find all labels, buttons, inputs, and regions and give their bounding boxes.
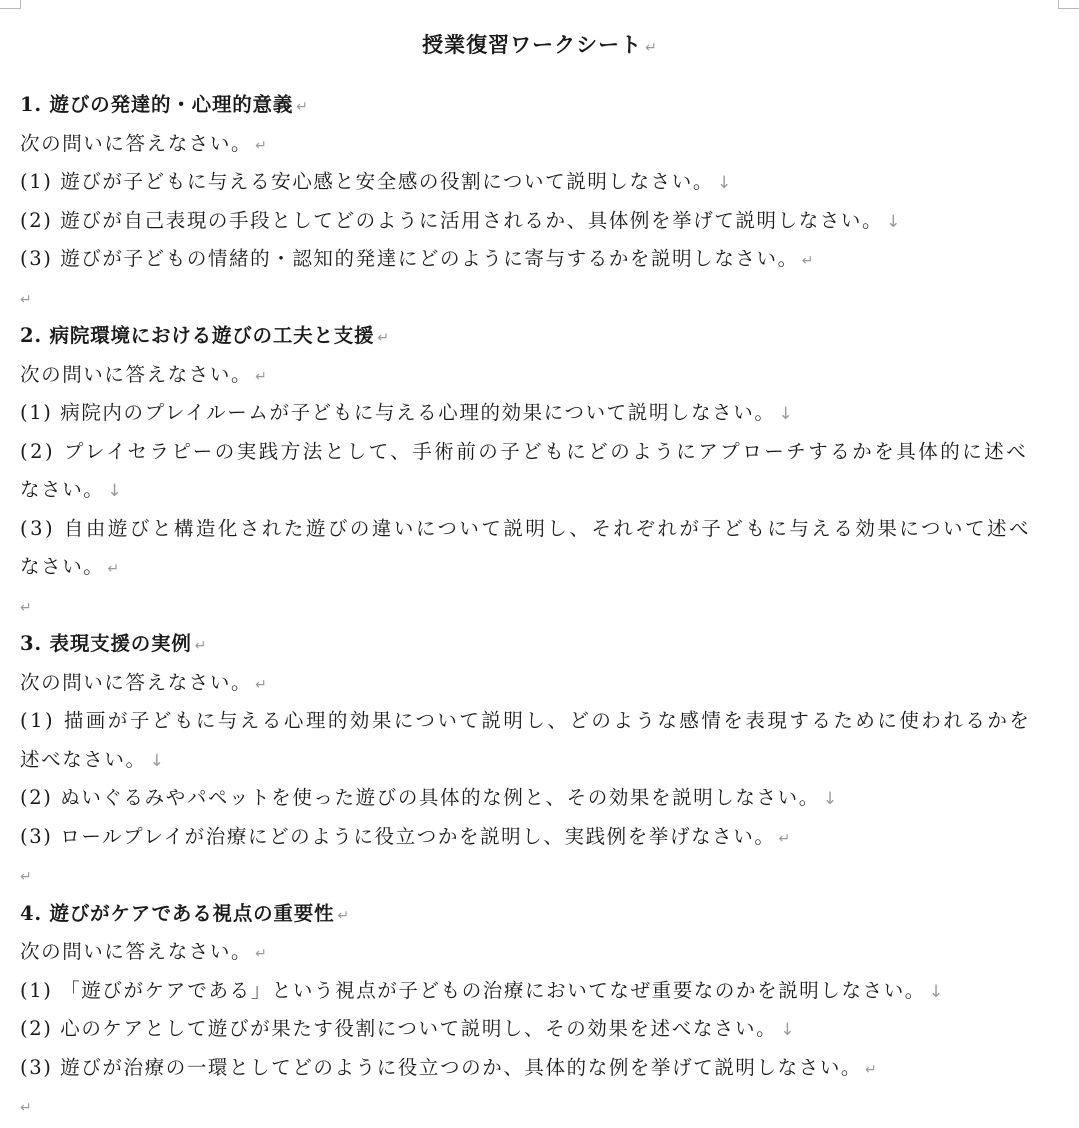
paragraph-mark-icon: ↵: [20, 869, 32, 885]
question-line-continuation[interactable]: なさい。 ↵: [20, 555, 120, 578]
document-body: [20, 86, 1060, 1126]
section-heading[interactable]: 3. 表現支援の実例 ↵: [20, 632, 207, 655]
line-break-mark-icon: ↓: [780, 1020, 795, 1040]
question-line[interactable]: (2) ぬいぐるみやパペットを使った遊びの具体的な例と、その効果を説明しなさい。 ↓: [20, 786, 838, 809]
line-break-mark-icon: ↓: [716, 173, 732, 193]
section-heading[interactable]: 4. 遊びがケアである視点の重要性 ↵: [20, 901, 350, 925]
paragraph-mark-icon: ↵: [801, 253, 814, 269]
empty-paragraph[interactable]: [20, 279, 1060, 318]
question-line-continuation[interactable]: なさい。 ↓: [20, 478, 122, 501]
line-break-mark-icon: ↓: [886, 211, 901, 232]
empty-paragraph[interactable]: [20, 1087, 1060, 1126]
question-line[interactable]: (1) 病院内のプレイルームが子どもに与える心理的効果について説明しなさい。 ↓: [20, 401, 793, 424]
question-line[interactable]: (2) 心のケアとして遊びが果たす役割について説明し、その効果を述べなさい。 ↓: [20, 1017, 795, 1040]
line-break-mark-icon: ↓: [149, 750, 164, 771]
section-heading[interactable]: 1. 遊びの発達的・心理的意義 ↵: [20, 93, 308, 116]
question-line[interactable]: (3) 遊びが治療の一環としてどのように役立つのか、具体的な例を挙げて説明しなさい。 ↵: [20, 1055, 877, 1079]
question-line[interactable]: (1) 「遊びがケアである」という視点が子どもの治療においてなぜ重要なのかを説明しなさい。 ↓: [20, 978, 944, 1002]
question-line[interactable]: (2) 遊びが自己表現の手段としてどのように活用されるか、具体例を挙げて説明しなさい。 ↓: [20, 208, 901, 232]
page-corner-mark-right: [1058, 0, 1079, 9]
paragraph-mark-icon: ↵: [337, 907, 350, 924]
empty-paragraph[interactable]: [20, 587, 1060, 626]
instruction-line[interactable]: 次の問いに答えなさい。 ↵: [20, 131, 267, 155]
page-corner-mark-left: [0, 0, 21, 9]
instruction-line[interactable]: 次の問いに答えなさい。 ↵: [20, 670, 267, 694]
paragraph-mark-icon: ↵: [255, 946, 267, 962]
question-line[interactable]: (1) 描画が子どもに与える心理的効果について説明し、どのような感情を表現するために使われるかを: [20, 709, 1032, 732]
question-line[interactable]: (3) ロールプレイが治療にどのように役立つかを説明し、実践例を挙げなさい。 ↵: [20, 824, 791, 848]
question-line-continuation[interactable]: 述べなさい。 ↓: [20, 747, 164, 771]
instruction-line[interactable]: 次の問いに答えなさい。 ↵: [20, 362, 267, 386]
paragraph-mark-icon: ↵: [20, 291, 32, 308]
paragraph-mark-icon: ↵: [865, 1061, 877, 1078]
paragraph-mark-icon: ↵: [296, 99, 308, 115]
line-break-mark-icon: ↓: [822, 789, 838, 809]
question-line[interactable]: (2) プレイセラピーの実践方法として、手術前の子どもにどのようにアプローチするかを具体的に述べ: [20, 439, 1029, 463]
line-break-mark-icon: ↓: [928, 981, 944, 1002]
paragraph-mark-icon: ↵: [255, 137, 267, 154]
line-break-mark-icon: ↓: [107, 481, 122, 501]
document-title[interactable]: 授業復習ワークシート ↵: [422, 32, 657, 57]
paragraph-mark-icon: ↵: [194, 638, 207, 654]
paragraph-mark-icon: ↵: [778, 830, 791, 847]
paragraph-mark-icon: ↵: [377, 330, 390, 346]
paragraph-mark-icon: ↵: [20, 1100, 32, 1116]
paragraph-mark-icon: ↵: [107, 561, 120, 577]
question-line[interactable]: (3) 遊びが子どもの情緒的・認知的発達にどのように寄与するかを説明しなさい。 ↵: [20, 247, 814, 270]
paragraph-mark-icon: ↵: [20, 599, 32, 616]
paragraph-mark-icon: ↵: [255, 676, 267, 693]
empty-paragraph[interactable]: [20, 856, 1060, 895]
line-break-mark-icon: ↓: [778, 404, 793, 424]
question-line[interactable]: (3) 自由遊びと構造化された遊びの違いについて説明し、それぞれが子どもに与える効果について述べ: [20, 516, 1032, 540]
question-line[interactable]: (1) 遊びが子どもに与える安心感と安全感の役割について説明しなさい。 ↓: [20, 170, 732, 193]
paragraph-mark-icon: ↵: [255, 368, 267, 385]
instruction-line[interactable]: 次の問いに答えなさい。 ↵: [20, 940, 267, 963]
section-heading[interactable]: 2. 病院環境における遊びの工夫と支援 ↵: [20, 324, 390, 347]
paragraph-mark-icon: ↵: [645, 40, 657, 56]
